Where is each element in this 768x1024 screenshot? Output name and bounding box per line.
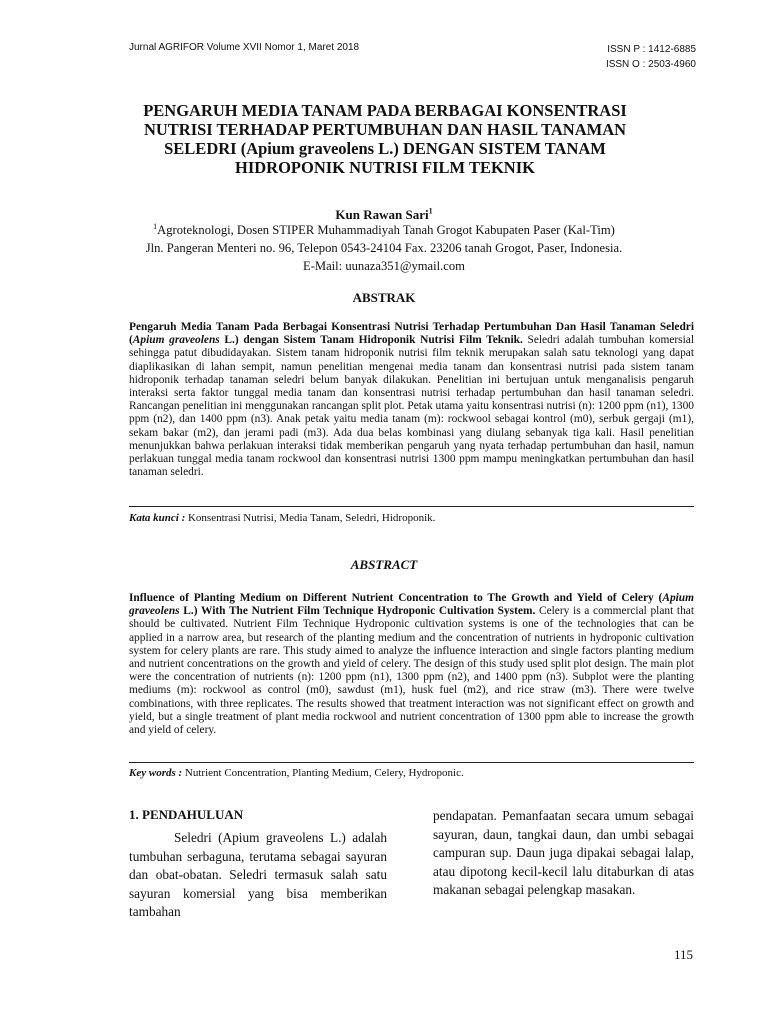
abstract-keywords-text: Nutrient Concentration, Planting Medium, Celery, Hydroponic. [182, 767, 464, 779]
paper-title: PENGARUH MEDIA TANAM PADA BERBAGAI KONSENTRASI NUTRISI TERHADAP PERTUMBUHAN DAN HASIL TANAMAN SELEDRI (Apium graveolens L.) DENGAN SISTEM TANAM HIDROPONIK NUTRISI FILM TEKNIK [143, 101, 627, 177]
abstract-title-italic: Apium graveolens [129, 592, 694, 618]
abstrak-keywords-text: Konsentrasi Nutrisi, Media Tanam, Seledri, Hidroponik. [185, 512, 436, 524]
intro-column-right: pendapatan. Pemanfaatan secara umum sebagai sayuran, daun, tangkai daun, dan umbi sebagai campuran sup. Daun juga dipakai sebagai lalap, atau dipotong kecil-kecil lalu ditaburkan di atas makanan sebagai pelengkap masakan. [433, 808, 694, 898]
abstrak-paragraph [129, 321, 694, 479]
page-number: 115 [673, 947, 693, 962]
intro-column-left: Seledri (Apium graveolens L.) adalah tumbuhan serbaguna, terutama sebagai sayuran dan obat-obatan. Seledri termasuk salah satu sayuran komersial yang bisa memberikan tambahan [129, 830, 387, 920]
abstrak-keywords [129, 512, 694, 524]
issn-print: ISSN P : 1412-6885 [607, 44, 696, 55]
abstract-title-a: Influence of Planting Medium on Different Nutrient Concentration to The Growth and Yield of Celery ( [129, 592, 663, 604]
author-sup: 1 [428, 206, 433, 216]
abstract-rule [129, 762, 694, 763]
author-name: Kun Rawan Sari [335, 207, 429, 222]
abstract-keywords [129, 767, 694, 779]
affiliation-email: E-Mail: uunaza351@ymail.com [303, 259, 465, 273]
abstrak-heading: ABSTRAK [352, 290, 416, 305]
abstract-body: Celery is a commercial plant that should be cultivated. Nutrient Film Technique Hydroponic cultivation systems is one of the technologies that can be applied in a narrow area, but research of the planting medium and the concentration of nutrients in hydroponic cultivation system for celery plants are rare. This study aimed to analyze the influence interaction and single factors planting medium and nutrient concentrations on the growth and yield of celery. The design of this study used split plot design. The main plot were the concentration of nutrients (n): 1200 ppm (n1), 1300 ppm (n2), and 1400 ppm (n3). Subplot were the planting mediums (m): rockwool as control (m0), sawdust (m1), husk fuel (m2), and rice straw (m3). There were twelve combinations, with three replicates. The results showed that treatment interaction was not significant effect on growth and yield, but a single treatment of plant media rockwool and nutrient concentration of 1300 ppm able to increase the growth and yield of celery. [129, 605, 695, 737]
abstrak-title-b: L.) dengan Sistem Tanam Hidroponik Nutrisi Film Teknik. [219, 334, 523, 347]
affiliation-line2: Jln. Pangeran Menteri no. 96, Telepon 0543-24104 Fax. 23206 tanah Grogot, Paser, Indonesia. [145, 241, 623, 255]
abstract-keywords-label: Key words : [129, 767, 183, 779]
abstract-title-b: L.) With The Nutrient Film Technique Hydroponic Cultivation System. [179, 605, 536, 618]
abstrak-body: Seledri adalah tumbuhan komersial sehingga patut dibudidayakan. Sistem tanam hidroponik nutrisi film teknik merupakan salah satu teknologi yang dapat diaplikasikan di lahan sempit, namun penelitian mengenai media tanam dan konsentrasi nutrisi pada sistem tanam hidroponik terhadap tanaman seledri belum banyak dilakukan. Penelitian ini bertujuan untuk menganalisis pengaruh interaksi serta faktor tunggal media tanam dan konsentrasi nutrisi terhadap pertumbuhan dan hasil tanaman seledri. Rancangan penelitian ini menggunakan rancangan split plot. Petak utama yaitu konsentrasi nutrisi (n): 1200 ppm (n1), 1300 ppm (n2), dan 1400 ppm (n3). Anak petak yaitu media tanam (m): rockwool sebagai kontrol (m0), serbuk gergaji (m1), sekam bakar (m2), dan jerami padi (m3). Ada dua belas kombinasi yang diulang sebanyak tiga kali. Hasil penelitian menunjukkan bahwa perlakuan interaksi tidak memberikan pengaruh yang nyata terhadap pertumbuhan dan hasil, namun perlakuan tunggal media tanam rockwool dan konsentrasi nutrisi 1300 ppm mampu meningkatkan pertumbuhan dan hasil tanaman seledri. [129, 334, 694, 479]
abstract-heading: ABSTRACT [350, 557, 418, 572]
issn-block [606, 42, 696, 72]
abstrak-keywords-label: Kata kunci : [129, 512, 186, 524]
affiliation-sup: 1 [153, 221, 158, 231]
section-heading: 1. PENDAHULUAN [129, 807, 244, 822]
abstrak-rule [129, 506, 694, 507]
affiliation-line1 [0, 221, 768, 239]
issn-online: ISSN O : 2503-4960 [605, 59, 696, 70]
abstrak-title-a: Pengaruh Media Tanam Pada Berbagai Konsentrasi Nutrisi Terhadap Pertumbuhan Dan Hasil Tanaman Seledri ( [129, 321, 694, 347]
affiliation-text: Agroteknologi, Dosen STIPER Muhammadiyah Tanah Grogot Kabupaten Paser (Kal-Tim) [157, 223, 615, 237]
journal-header: Jurnal AGRIFOR Volume XVII Nomor 1, Maret 2018 [129, 42, 360, 53]
abstract-paragraph [129, 592, 694, 737]
abstrak-title-italic: Apium graveolens [132, 334, 220, 347]
affiliation [0, 221, 768, 275]
